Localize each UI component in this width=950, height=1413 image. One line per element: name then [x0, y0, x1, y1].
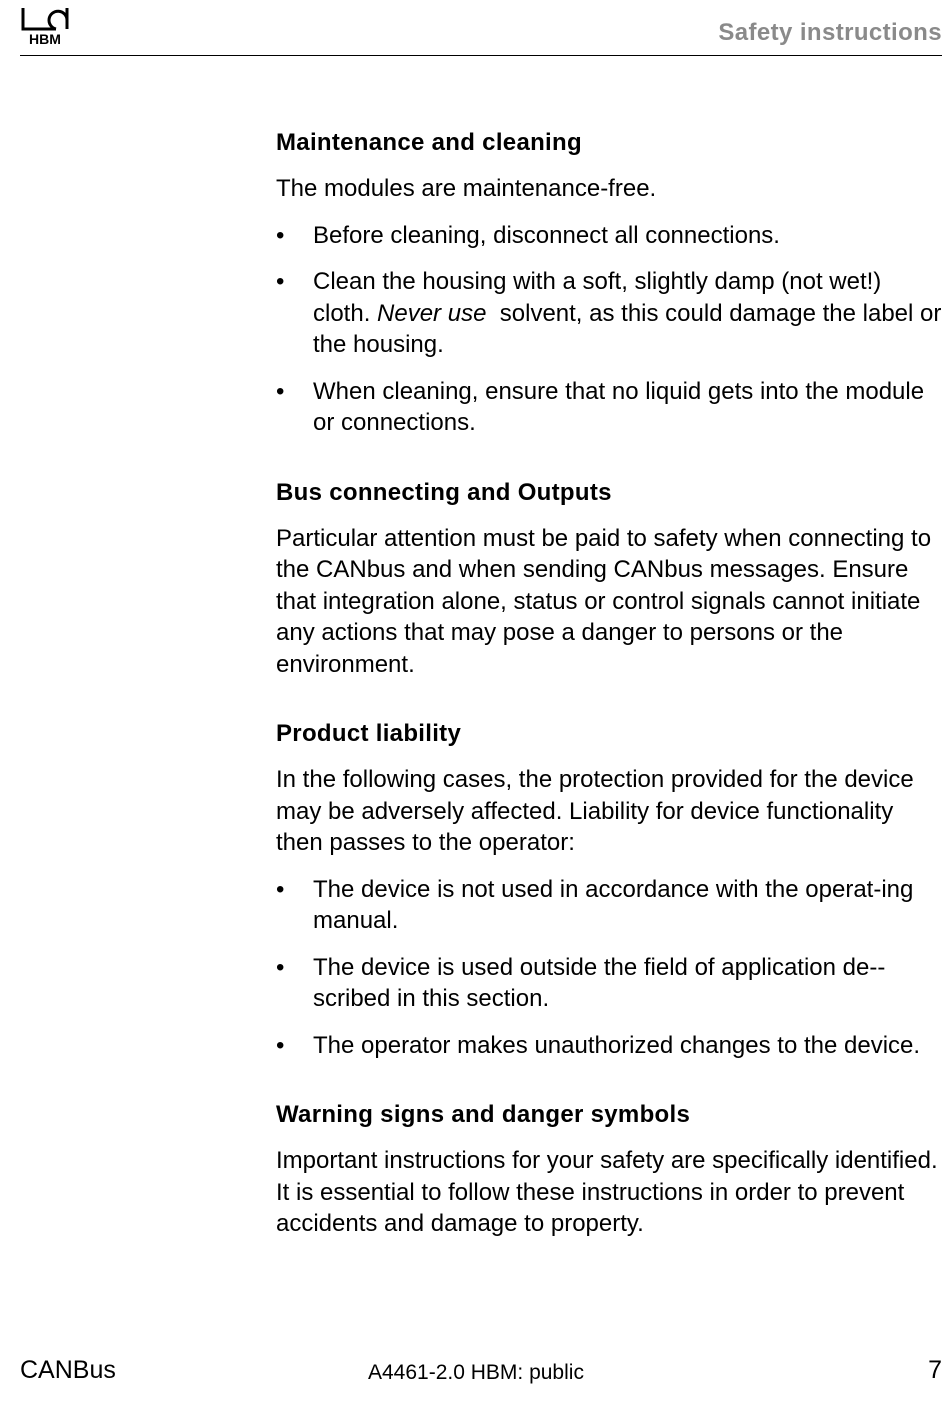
emphasis: Never use [377, 299, 487, 327]
section-warning [276, 1099, 944, 1240]
list-item: • Before cleaning, disconnect all connections. [276, 220, 944, 252]
bullet-icon: • [276, 221, 285, 249]
hbm-logo [20, 6, 70, 46]
section-heading: Bus connecting and Outputs [276, 478, 612, 506]
footer-product-name: CANBus [20, 1356, 116, 1384]
bullet-icon: • [276, 875, 285, 903]
page-number: 7 [928, 1356, 942, 1384]
list-item: • The device is not used in accordance with the operat-ing manual. [276, 875, 914, 934]
section-bus [276, 477, 944, 681]
paragraph: The modules are maintenance-free. [276, 175, 657, 202]
section-maintenance [276, 127, 949, 439]
section-heading: Product liability [276, 720, 462, 747]
paragraph: Important instructions for your safety are specifically identified. It is essential to follow these instructions in order to prevent accidents and damage to property. [276, 1147, 938, 1237]
list-item: • Clean the housing with a soft, slightly damp (not wet!) cloth. Never use solvent, as this could damage the label or the housing. [276, 268, 949, 358]
page-header-title: Safety instructions [718, 19, 942, 46]
section-liability [276, 718, 944, 1061]
paragraph: In the following cases, the protection provided for the device may be adversely affected. Liability for device functionality then passes to the operator: [276, 766, 914, 856]
section-heading: Warning signs and danger symbols [276, 1101, 691, 1128]
list-item: • When cleaning, ensure that no liquid gets into the module or connections. [276, 377, 925, 436]
logo-text: HBM [29, 31, 61, 46]
bullet-icon: • [276, 1031, 285, 1059]
list-item: • The device is used outside the field of application de-scribed in this section. [276, 953, 886, 1012]
header-divider [20, 55, 942, 56]
bullet-list [276, 220, 949, 439]
document-body [276, 127, 949, 1278]
bullet-list [276, 874, 944, 1062]
section-heading: Maintenance and cleaning [276, 129, 582, 156]
bullet-icon: • [276, 377, 285, 405]
list-item: • The operator makes unauthorized changes to the device. [276, 1030, 944, 1062]
bullet-icon: • [276, 953, 285, 981]
paragraph: Particular attention must be paid to safety when connecting to the CANbus and when sending CANbus messages. Ensure that integration alone, status or control signals cannot initiate any actions that may pose a danger to persons or the environment. [276, 524, 932, 678]
footer-document-id: A4461-2.0 HBM: public [368, 1361, 584, 1384]
bullet-icon: • [276, 268, 285, 295]
